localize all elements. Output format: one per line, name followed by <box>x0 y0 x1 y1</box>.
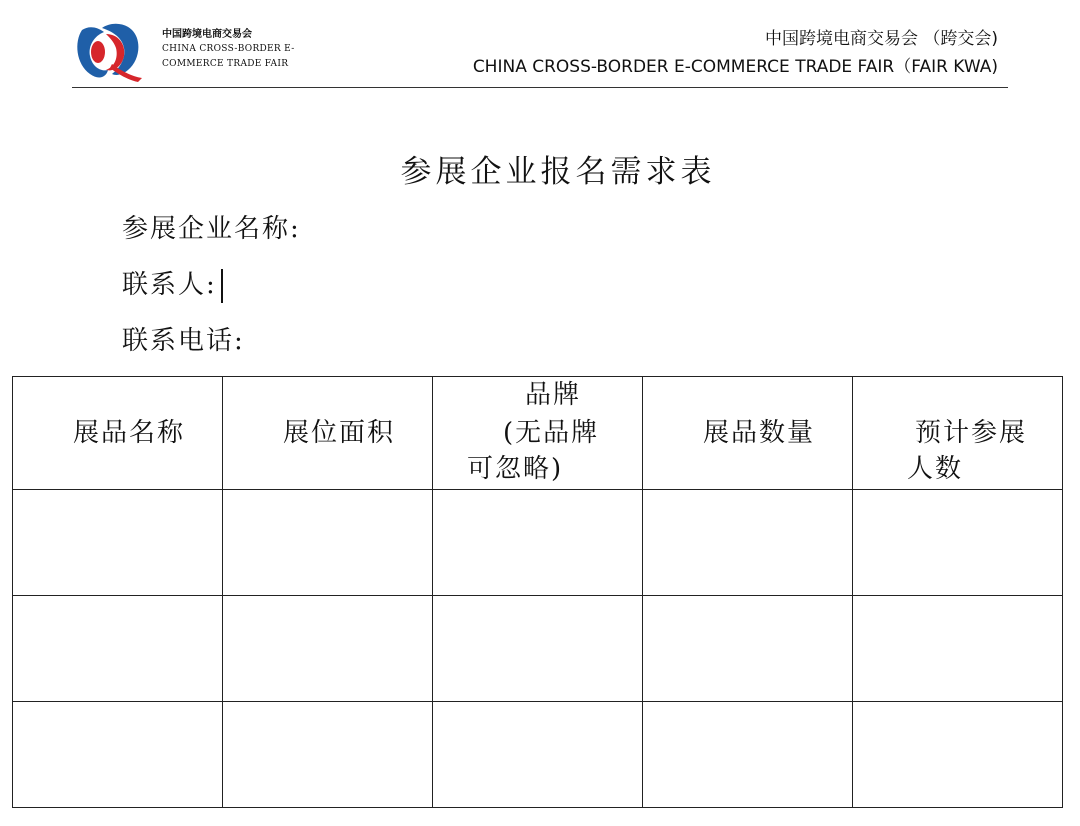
header-title-en: CHINA CROSS-BORDER E-COMMERCE TRADE FAIR（FAIR KWA) <box>472 57 998 77</box>
table-cell[interactable] <box>643 596 853 702</box>
contact-person-field[interactable] <box>122 264 223 303</box>
header-brand-line3: 可忽略) <box>467 454 564 484</box>
table-cell[interactable] <box>643 702 853 808</box>
header-cell-product-name <box>13 377 223 490</box>
trade-fair-logo <box>72 20 146 82</box>
table-cell[interactable] <box>223 490 433 596</box>
header-attendees-line2: 人数 <box>907 454 964 484</box>
logo-text-cn: 中国跨境电商交易会 <box>162 29 252 40</box>
table-cell[interactable] <box>13 702 223 808</box>
table-cell[interactable] <box>223 596 433 702</box>
table-cell[interactable] <box>643 490 853 596</box>
table-cell[interactable] <box>13 490 223 596</box>
company-name-label: 参展企业名称: <box>122 214 301 244</box>
table-cell[interactable] <box>853 490 1063 596</box>
logo-text <box>162 28 295 72</box>
header-title <box>473 26 998 82</box>
table-row <box>13 702 1063 808</box>
page-header <box>0 0 1080 90</box>
table-cell[interactable] <box>853 596 1063 702</box>
table-cell[interactable] <box>433 702 643 808</box>
contact-phone-field[interactable] <box>122 320 245 357</box>
header-brand-line2: (无品牌 <box>503 418 600 448</box>
header-booth-area: 展位面积 <box>283 418 396 448</box>
header-product-qty: 展品数量 <box>703 418 816 448</box>
contact-phone-label: 联系电话: <box>122 326 245 356</box>
table-cell[interactable] <box>433 490 643 596</box>
header-cell-product-qty <box>643 377 853 490</box>
company-name-field[interactable] <box>122 208 301 245</box>
form-title: 参展企业报名需求表 <box>400 154 716 190</box>
header-cell-booth-area <box>223 377 433 490</box>
table-cell[interactable] <box>433 596 643 702</box>
registration-table <box>12 376 1063 808</box>
header-cell-attendees <box>853 377 1063 490</box>
header-brand-line1: 品牌 <box>525 380 582 410</box>
contact-person-label: 联系人: <box>122 270 217 300</box>
header-cell-brand <box>433 377 643 490</box>
table-cell[interactable] <box>223 702 433 808</box>
header-title-cn: 中国跨境电商交易会 （跨交会) <box>764 29 998 49</box>
header-attendees-line1: 预计参展 <box>915 418 1028 448</box>
table-row <box>13 596 1063 702</box>
header-product-name: 展品名称 <box>73 418 186 448</box>
header-divider <box>72 87 1008 88</box>
logo-text-en-line2: COMMERCE TRADE FAIR <box>162 59 289 69</box>
table-cell[interactable] <box>853 702 1063 808</box>
logo-text-en-line1: CHINA CROSS-BORDER E- <box>162 44 295 54</box>
table-header-row <box>13 377 1063 490</box>
table-row <box>13 490 1063 596</box>
table-cell[interactable] <box>13 596 223 702</box>
text-cursor <box>221 269 223 303</box>
